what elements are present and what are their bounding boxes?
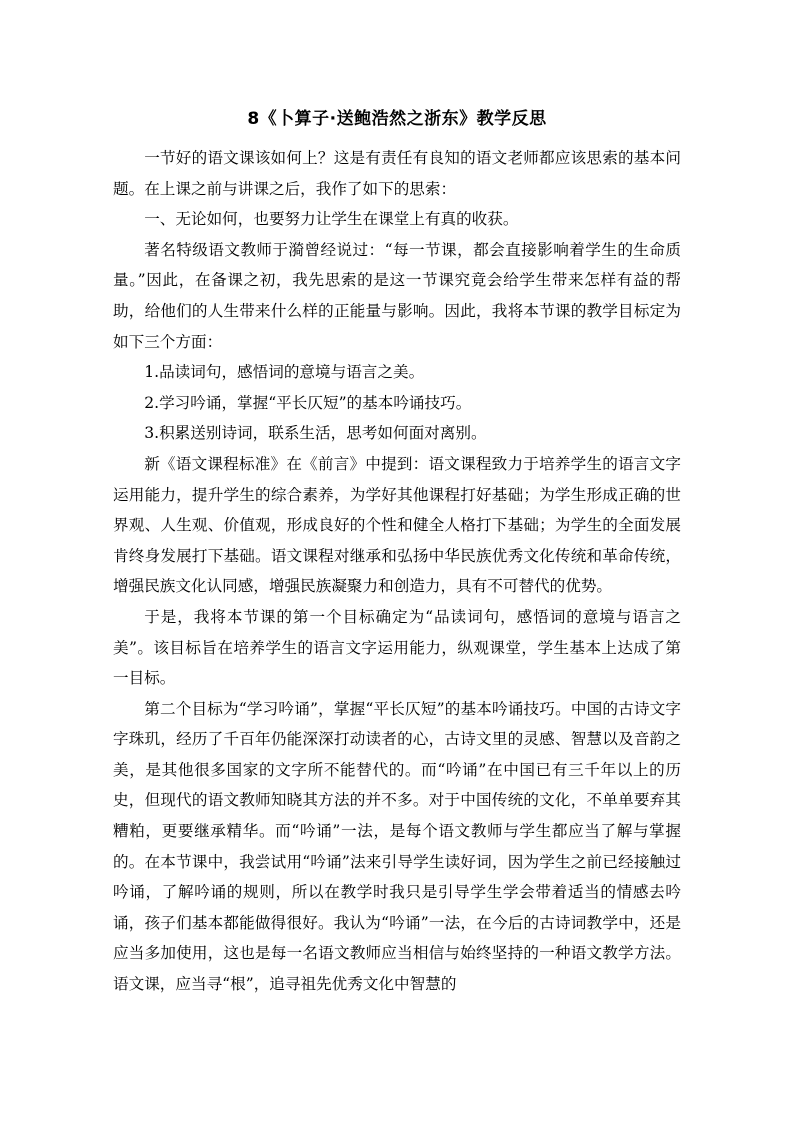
paragraph: 一、无论如何，也要努力让学生在课堂上有真的收获。 (144, 210, 519, 229)
paragraph: 3.积累送别诗词，联系生活，思考如何面对离别。 (144, 424, 487, 443)
paragraph: 于是，我将本节课的第一个目标确定为“品读词句，感悟词的意境与语言之美”。该目标旨在培养学生的语言文字运用能力，纵观课堂，学生基本上达成了第一目标。 (113, 607, 681, 688)
paragraph: 一节好的语文课该如何上？这是有责任有良知的语文老师都应该思索的基本问题。在上课之前与讲课之后，我作了如下的思索： (113, 149, 681, 198)
paragraph: 著名特级语文教师于漪曾经说过：“每一节课，都会直接影响着学生的生命质量。”因此，在备课之初，我先思索的是这一节课究竟会给学生带来怎样有益的帮助，给他们的人生带来什么样的正能量与影响。因此，我将本节课的教学目标定为如下三个方面： (113, 240, 681, 351)
document-body (113, 143, 681, 1000)
paragraph: 1.品读词句，感悟词的意境与语言之美。 (144, 363, 425, 382)
paragraph: 2.学习吟诵，掌握“平长仄短”的基本吟诵技巧。 (144, 393, 472, 412)
paragraph: 新《语文课程标准》在《前言》中提到：语文课程致力于培养学生的语言文字运用能力，提升学生的综合素养，为学好其他课程打好基础；为学生形成正确的世界观、人生观、价值观，形成良好的个性和健全人格打下基础；为学生的全面发展肯终身发展打下基础。语文课程对继承和弘扬中华民族优秀文化传统和革命传统，增强民族文化认同感，增强民族凝聚力和创造力，具有不可替代的优势。 (113, 454, 681, 596)
document-title: 8《卜算子·送鲍浩然之浙东》教学反思 (247, 109, 547, 129)
paragraph: 第二个目标为“学习吟诵”，掌握“平长仄短”的基本吟诵技巧。中国的古诗文字字珠玑，经历了千百年仍能深深打动读者的心，古诗文里的灵感、智慧以及音韵之美，是其他很多国家的文字所不能替代的。而“吟诵”在中国已有三千年以上的历史，但现代的语文教师知晓其方法的并不多。对于中国传统的文化，不单单要弃其糟粕，更要继承精华。而“吟诵”一法，是每个语文教师与学生都应当了解与掌握的。在本节课中，我尝试用“吟诵”法来引导学生读好词，因为学生之前已经接触过吟诵，了解吟诵的规则，所以在教学时我只是引导学生学会带着适当的情感去吟诵，孩子们基本都能做得很好。我认为“吟诵”一法，在今后的古诗词教学中，还是应当多加使用，这也是每一名语文教师应当相信与始终坚持的一种语文教学方法。语文课，应当寻“根”，追寻祖先优秀文化中智慧的 (113, 699, 681, 994)
